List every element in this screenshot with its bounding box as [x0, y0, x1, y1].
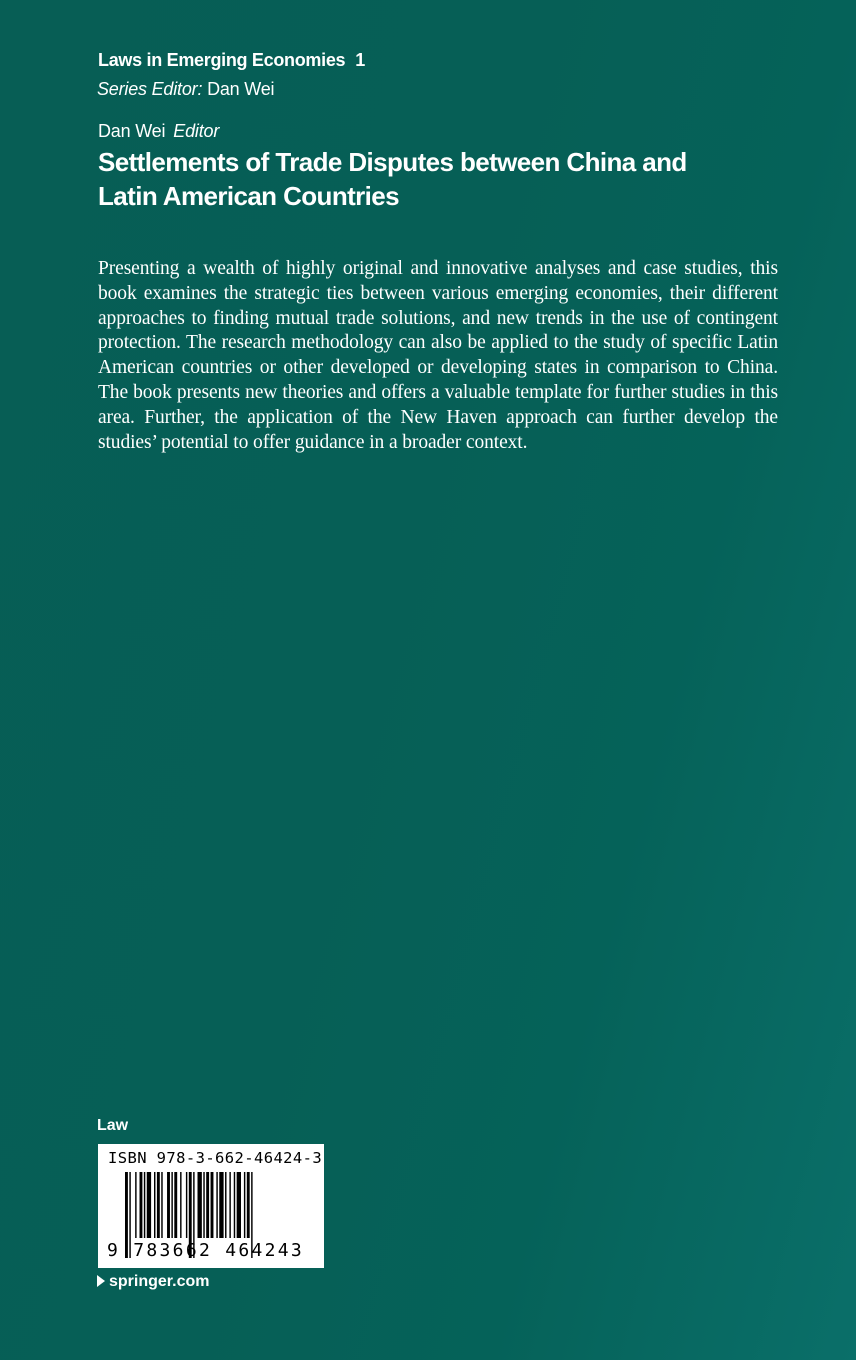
- subject-category: Law: [97, 1117, 129, 1134]
- barcode-bar: [247, 1172, 250, 1238]
- series-heading: [98, 50, 365, 71]
- book-title: [98, 145, 718, 213]
- book-editor-line: [98, 121, 219, 142]
- isbn-barcode: [98, 1144, 324, 1268]
- book-title-line-1: Settlements of Trade Disputes between China and: [98, 147, 687, 177]
- barcode-bar: [203, 1172, 204, 1238]
- series-number: 1: [355, 50, 365, 70]
- barcode-bar: [135, 1172, 136, 1238]
- series-editor-line: [97, 79, 274, 100]
- series-editor-label: Series Editor:: [97, 79, 203, 99]
- barcode-bar: [234, 1172, 235, 1238]
- book-editor-role: Editor: [173, 121, 220, 141]
- book-description: Presenting a wealth of highly original and innovative analyses and case studies, this book examines the strategic ties between various emerging economies, their different approaches to finding mutual trade solutions, and new trends in the use of contingent protection. The research methodology can also be applied to the study of specific Latin American countries or other developed or developing states in comparison to China. The book presents new theories and offers a valuable template for further studies in this area. Further, the application of the New Haven approach can further develop the studies’ potential to offer guidance in a broader context.: [98, 258, 778, 453]
- series-title: Laws in Emerging Economies: [98, 50, 346, 70]
- triangle-right-icon: [97, 1275, 105, 1287]
- barcode-bar: [225, 1172, 226, 1238]
- barcode-bar: [244, 1172, 245, 1238]
- barcode-bar: [198, 1172, 202, 1238]
- series-editor-name: Dan Wei: [207, 79, 275, 99]
- barcode-bar: [219, 1172, 223, 1238]
- barcode-bar: [186, 1172, 187, 1238]
- barcode-bar: [140, 1172, 143, 1238]
- barcode-bar: [147, 1172, 151, 1238]
- book-editor-name: Dan Wei: [98, 121, 166, 141]
- barcode-bar: [167, 1172, 170, 1238]
- barcode-bar: [154, 1172, 155, 1238]
- barcode-bar: [157, 1172, 160, 1238]
- barcode-bar: [174, 1172, 177, 1238]
- publisher-link[interactable]: [97, 1273, 209, 1291]
- barcode-bar: [237, 1172, 241, 1238]
- barcode-bar: [180, 1172, 181, 1238]
- barcode-bar: [229, 1172, 230, 1238]
- isbn-label: ISBN 978-3-662-46424-3: [108, 1149, 323, 1167]
- barcode-bar: [171, 1172, 172, 1238]
- barcode-bar: [211, 1172, 214, 1238]
- publisher-website: springer.com: [109, 1273, 210, 1290]
- book-title-line-2: Latin American Countries: [98, 181, 400, 211]
- barcode-bar: [206, 1172, 209, 1238]
- barcode-bar: [161, 1172, 162, 1238]
- barcode-digits: 9 783662 464243: [107, 1240, 305, 1261]
- barcode-bar: [144, 1172, 145, 1238]
- barcode-bar: [216, 1172, 217, 1238]
